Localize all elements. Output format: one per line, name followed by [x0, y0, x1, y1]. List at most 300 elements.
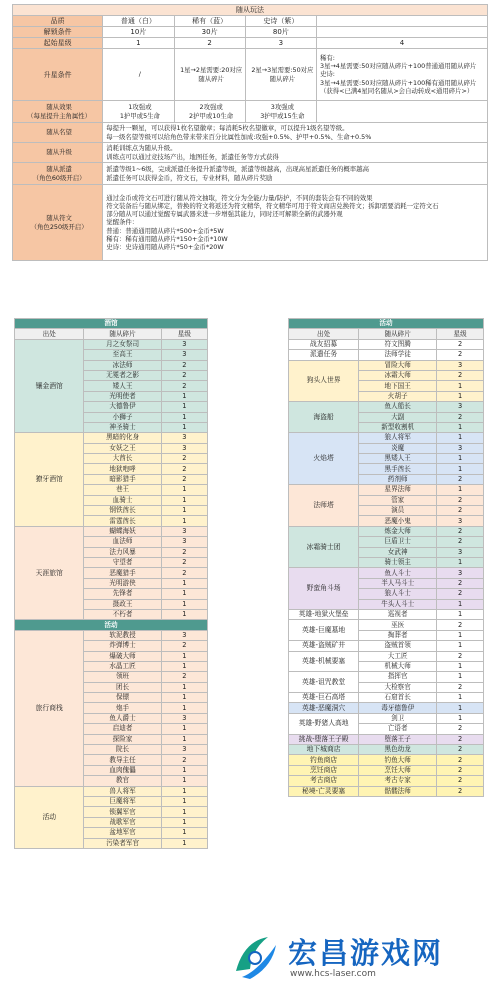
star-level: 2: [437, 776, 484, 786]
star-level: 2: [437, 412, 484, 422]
companion-name: 管家: [359, 495, 437, 505]
star-level: 1: [161, 807, 207, 817]
companion-name: 剑卫: [359, 713, 437, 723]
group-name: 镶金酒馆: [15, 339, 84, 433]
fame-label: 随从名望: [13, 123, 103, 143]
table-row: [289, 672, 484, 682]
level-text: 消耗训练点为随从升级。 训练点可以通过竞技场产出，地图任务，派遣任务等方式获得: [103, 143, 488, 163]
group-name: 钓鱼商店: [289, 755, 359, 765]
star-level: 2: [161, 672, 207, 682]
table-row: [289, 745, 484, 755]
table-row: [289, 651, 484, 661]
star-level: 3: [437, 443, 484, 453]
star-level: 1: [161, 589, 207, 599]
header-cell: 品质: [13, 16, 103, 27]
group-name: 地下城商店: [289, 745, 359, 755]
companion-name: 黑色幼龙: [359, 745, 437, 755]
effect-cell: 3攻强或 3护甲或15生命: [245, 101, 316, 123]
companion-name: 大副: [359, 412, 437, 422]
table-row: [15, 329, 208, 339]
star-level: 1: [161, 495, 207, 505]
companion-name: 冒险大师: [359, 360, 437, 370]
companion-name: 星界法师: [359, 485, 437, 495]
table-row: [289, 485, 484, 495]
tavern-table: [14, 318, 208, 849]
companion-name: 不朽者: [84, 609, 161, 619]
star-level: 1: [437, 713, 484, 723]
companion-name: 水晶工匠: [84, 661, 161, 671]
table-row: [289, 360, 484, 370]
group-name: 英雄-诅咒教堂: [289, 672, 359, 693]
star-level: 3: [161, 433, 207, 443]
upgrade-cell: /: [103, 49, 174, 101]
group-name: 英雄-野猪人高地: [289, 713, 359, 734]
companion-name: 鱼人爵士: [84, 713, 161, 723]
star-level: 2: [161, 360, 207, 370]
rune-text: 通过金币或符文石可进行随从符文抽取，符文分为全能/力量/防护，不同的套装会有不同的效果 符文装备后与随从绑定，替换的符文将返还为符文精华，符文精华可用于符文商店兑换符文；拆卸需要消耗一定符文石 部分随从可以通过觉醒专属武器来进一步增强其能力，同时还可解锁全新的武器外观 觉醒条件： 普通：普通通用随从碎片*500+金币*5W 稀有：稀有通用随从碎片*150+金币*10W 史诗：史诗通用随从碎片*50+金币*20W: [103, 185, 488, 261]
companion-name: 领班: [84, 672, 161, 682]
star-level: 1: [161, 506, 207, 516]
companion-name: 冰法师: [84, 360, 161, 370]
table-row: [289, 609, 484, 619]
companion-name: 至高王: [84, 350, 161, 360]
star-level: 1: [437, 381, 484, 391]
star-level: 1: [161, 682, 207, 692]
table-row: [289, 755, 484, 765]
group-name: 考古商店: [289, 776, 359, 786]
companion-name: 先锋者: [84, 589, 161, 599]
companion-name: 黑暗的化身: [84, 433, 161, 443]
fame-text: 每提升一颗星，可以获得1枚名望徽章；每消耗5枚名望徽章，可以提升1级名望等级。 每一级名望等级可以给角色带来带来百分比属性加成:攻强+0.5%、护甲+0.5%、生命+0.5%: [103, 123, 488, 143]
column-header: 出处: [15, 329, 84, 339]
companion-name: 兽人将军: [84, 786, 161, 796]
group-name: 海盗船: [289, 402, 359, 433]
star-level: 1: [161, 734, 207, 744]
companion-name: 法力风暴: [84, 547, 161, 557]
companion-name: 锁翼军官: [84, 807, 161, 817]
effect-cell: 2攻强或 2护甲或10生命: [174, 101, 245, 123]
companion-name: 火胡子: [359, 391, 437, 401]
star-level: 1: [437, 703, 484, 713]
star-level: 1: [161, 765, 207, 775]
activity-table: [288, 318, 484, 797]
column-header: 星级: [437, 329, 484, 339]
companion-name: 探险家: [84, 734, 161, 744]
companion-name: 黑矮人王: [359, 454, 437, 464]
companion-name: 烹饪大师: [359, 765, 437, 775]
table-row: [15, 319, 208, 329]
companion-name: 药剂师: [359, 474, 437, 484]
star-level: 1: [161, 485, 207, 495]
companion-name: 冰霜大师: [359, 370, 437, 380]
group-name: 英雄-机械要塞: [289, 651, 359, 672]
star-level: 2: [437, 526, 484, 536]
companion-name: 月之女祭司: [84, 339, 161, 349]
unlock-cell: 80片: [245, 27, 316, 38]
column-header: 出处: [289, 329, 359, 339]
star-level: 2: [161, 370, 207, 380]
companion-name: 光明使者: [84, 391, 161, 401]
star-level: 1: [437, 464, 484, 474]
companion-name: 新型收割机: [359, 422, 437, 432]
companion-name: 软泥教授: [84, 630, 161, 640]
star-level: 1: [437, 557, 484, 567]
star-level: 1: [437, 693, 484, 703]
star-level: 2: [437, 682, 484, 692]
unlock-cell: 30片: [174, 27, 245, 38]
star-level: 1: [161, 786, 207, 796]
companion-name: 法师学徒: [359, 350, 437, 360]
companion-name: 半人马斗士: [359, 578, 437, 588]
companion-name: 巷王: [84, 485, 161, 495]
table-row: [289, 568, 484, 578]
group-name: 英雄-巨石高塔: [289, 693, 359, 703]
star-level: 3: [161, 630, 207, 640]
group-name: 挑战-堕落王子殿: [289, 734, 359, 744]
star-level: 3: [437, 547, 484, 557]
effect-label: 随从效果 （每星提升主角属性）: [13, 101, 103, 123]
star-level: 1: [437, 485, 484, 495]
star-level: 1: [161, 724, 207, 734]
companion-name: 巨盾卫士: [359, 537, 437, 547]
star-level: 2: [161, 568, 207, 578]
effect-cell: 1攻强或 1护甲或5生命: [103, 101, 174, 123]
companion-name: 黑手酋长: [359, 464, 437, 474]
brand-logo-icon: [228, 931, 282, 985]
group-name: 英雄-恶魔洞穴: [289, 703, 359, 713]
star-level: 2: [437, 724, 484, 734]
star-level: 2: [437, 786, 484, 796]
companion-name: 无冕者之影: [84, 370, 161, 380]
column-header: 随从碎片: [84, 329, 161, 339]
table-row: [13, 27, 488, 38]
companion-name: 巨魔将军: [84, 796, 161, 806]
companion-name: 爆破大师: [84, 651, 161, 661]
star-level: 1: [161, 402, 207, 412]
companion-name: 光明游侠: [84, 578, 161, 588]
companion-name: 教导主任: [84, 755, 161, 765]
star-level: 1: [161, 661, 207, 671]
star-level: 1: [161, 578, 207, 588]
companion-name: 恶魔小鬼: [359, 516, 437, 526]
companion-name: 污染者军官: [84, 838, 161, 848]
group-name: 英雄-地狱火堡垒: [289, 609, 359, 619]
star-level: 1: [161, 817, 207, 827]
group-name: 天涯旅馆: [15, 526, 84, 620]
companion-name: 牛头人斗士: [359, 599, 437, 609]
star-level: 1: [161, 703, 207, 713]
table-row: [13, 123, 488, 143]
star-level: 1: [437, 422, 484, 432]
companion-name: 鱼人斗士: [359, 568, 437, 578]
table-row: [13, 143, 488, 163]
companion-name: 团长: [84, 682, 161, 692]
companion-name: 战歌军官: [84, 817, 161, 827]
table-row: [289, 433, 484, 443]
table-row: [15, 630, 208, 640]
rune-label: 随从符文 （角色250级开启）: [13, 185, 103, 261]
table-row: [15, 620, 208, 630]
companion-name: 保镖: [84, 693, 161, 703]
brand-url: www.hcs-laser.com: [290, 969, 376, 979]
table-row: [289, 776, 484, 786]
companion-name: 狼人将军: [359, 433, 437, 443]
companion-name: 大酋长: [84, 454, 161, 464]
section-title: 活动: [289, 319, 484, 329]
star-level: 1: [161, 838, 207, 848]
star-level: 2: [437, 745, 484, 755]
companion-name: 大检察官: [359, 682, 437, 692]
table-row: [13, 16, 488, 27]
star-level: 2: [437, 370, 484, 380]
star-level: 3: [437, 402, 484, 412]
companion-name: 神圣骑士: [84, 422, 161, 432]
star-level: 1: [161, 693, 207, 703]
companion-name: 鱼人船长: [359, 402, 437, 412]
table-row: [289, 350, 484, 360]
star-level: 1: [437, 609, 484, 619]
start-label: 起始星级: [13, 38, 103, 49]
group-name: 旅行商栈: [15, 630, 84, 786]
table-row: [15, 433, 208, 443]
companion-name: 毒牙德鲁伊: [359, 703, 437, 713]
brand-name: 宏昌游戏网: [288, 936, 444, 970]
group-name: 秘境-亡灵要塞: [289, 786, 359, 796]
star-level: 2: [437, 734, 484, 744]
dispatch-label: 随从派遣 （角色60级开启）: [13, 163, 103, 185]
table-row: [289, 620, 484, 630]
star-level: 2: [437, 339, 484, 349]
companion-name: 炸弹博士: [84, 641, 161, 651]
star-level: 2: [161, 381, 207, 391]
companion-name: 血法师: [84, 537, 161, 547]
companion-name: 石窟首长: [359, 693, 437, 703]
star-level: 2: [161, 454, 207, 464]
companion-name: 钓鱼大师: [359, 755, 437, 765]
companion-name: 钢铁酋长: [84, 506, 161, 516]
group-name: 派遣任务: [289, 350, 359, 360]
table-row: [289, 526, 484, 536]
star-level: 2: [437, 589, 484, 599]
start-cell: 2: [174, 38, 245, 49]
companion-table: [12, 4, 488, 261]
star-level: 1: [161, 796, 207, 806]
companion-name: 盗贼首领: [359, 641, 437, 651]
companion-name: 矮人王: [84, 381, 161, 391]
star-level: 2: [161, 557, 207, 567]
start-cell: 1: [103, 38, 174, 49]
upgrade-cell: 2星→3星需要:50对应随从碎片: [245, 49, 316, 101]
star-level: 3: [161, 713, 207, 723]
companion-name: 院长: [84, 745, 161, 755]
companion-name: 骑士领主: [359, 557, 437, 567]
star-level: 2: [437, 651, 484, 661]
companion-name: 蝴蝶海妖: [84, 526, 161, 536]
group-name: 活动: [15, 786, 84, 848]
companion-name: 炎魔: [359, 443, 437, 453]
star-level: 1: [161, 776, 207, 786]
upgrade-cell: 1星→2星需要:20对应随从碎片: [174, 49, 245, 101]
star-level: 2: [437, 755, 484, 765]
group-name: 英雄-盗贼矿井: [289, 641, 359, 651]
star-level: 1: [437, 391, 484, 401]
table-row: [13, 38, 488, 49]
star-level: 3: [161, 537, 207, 547]
table-row: [289, 693, 484, 703]
star-level: 3: [161, 350, 207, 360]
header-cell: [317, 16, 488, 27]
level-label: 随从升级: [13, 143, 103, 163]
table-row: [289, 713, 484, 723]
companion-name: 炼金大师: [359, 526, 437, 536]
star-level: 3: [437, 516, 484, 526]
companion-name: 小狮子: [84, 412, 161, 422]
table-row: [289, 734, 484, 744]
companion-name: 女妖之王: [84, 443, 161, 453]
star-level: 1: [437, 641, 484, 651]
companion-name: 血骑士: [84, 495, 161, 505]
star-level: 1: [161, 516, 207, 526]
star-level: 2: [437, 620, 484, 630]
companion-name: 巫医: [359, 620, 437, 630]
table-row: [13, 163, 488, 185]
companion-name: 考古专家: [359, 776, 437, 786]
companion-name: 暗影猎手: [84, 474, 161, 484]
dispatch-text: 派遣等级1~6级，完成派遣任务提升派遣等级，派遣等级越高，出现高星派遣任务的概率越高 派遣任务可以获得金币，符文石，专业材料，随从碎片奖励: [103, 163, 488, 185]
star-level: 1: [161, 391, 207, 401]
table-row: [15, 526, 208, 536]
group-name: 英雄-巨魔墓地: [289, 620, 359, 641]
companion-name: 骷髅法师: [359, 786, 437, 796]
group-name: 冰霜骑士团: [289, 526, 359, 568]
upgrade-cell: 稀有: 3星→4星需要:50对应随从碎片+100普通通用随从碎片 史诗: 3星→4星需要:50对应随从碎片+100稀有通用随从碎片 （获得<已满4星同名随从>会自动转成<通用碎片>）: [317, 49, 488, 101]
star-level: 1: [161, 412, 207, 422]
star-level: 3: [437, 360, 484, 370]
star-level: 2: [161, 464, 207, 474]
companion-name: 巡视者: [359, 609, 437, 619]
star-level: 2: [437, 506, 484, 516]
table-row: [289, 786, 484, 796]
star-level: 1: [437, 454, 484, 464]
upgrade-label: 升星条件: [13, 49, 103, 101]
table-row: [13, 101, 488, 123]
companion-name: 演员: [359, 506, 437, 516]
companion-name: 雷霆酋长: [84, 516, 161, 526]
group-name: 狗头人世界: [289, 360, 359, 402]
section-title: 活动: [15, 620, 208, 630]
star-level: 2: [437, 474, 484, 484]
companion-name: 狼人斗士: [359, 589, 437, 599]
group-name: 法师塔: [289, 485, 359, 527]
star-level: 2: [437, 578, 484, 588]
star-level: 1: [161, 828, 207, 838]
table-row: [13, 49, 488, 101]
table-row: [13, 185, 488, 261]
star-level: 2: [437, 765, 484, 775]
group-name: 野蛮角斗场: [289, 568, 359, 610]
star-level: 3: [161, 526, 207, 536]
star-level: 1: [161, 599, 207, 609]
table-row: [15, 339, 208, 349]
star-level: 1: [161, 651, 207, 661]
companion-name: 大德鲁伊: [84, 402, 161, 412]
companion-name: 机械大师: [359, 661, 437, 671]
companion-name: 亡语者: [359, 724, 437, 734]
star-level: 1: [437, 661, 484, 671]
companion-name: 守望者: [84, 557, 161, 567]
star-level: 3: [161, 339, 207, 349]
companion-name: 堕落王子: [359, 734, 437, 744]
header-cell: 稀有（蓝）: [174, 16, 245, 27]
star-level: 3: [161, 745, 207, 755]
star-level: 1: [161, 609, 207, 619]
star-level: 2: [161, 547, 207, 557]
companion-name: 恶魔猎手: [84, 568, 161, 578]
star-level: 1: [437, 433, 484, 443]
watermark: [228, 928, 488, 988]
table-row: [289, 765, 484, 775]
companion-name: 地下国王: [359, 381, 437, 391]
unlock-cell: [317, 27, 488, 38]
companion-name: 符文图腾: [359, 339, 437, 349]
table-row: [289, 319, 484, 329]
companion-name: 血肉傀儡: [84, 765, 161, 775]
companion-name: 地狱咆哮: [84, 464, 161, 474]
table-row: [15, 786, 208, 796]
companion-name: 指挥官: [359, 672, 437, 682]
companion-name: 炮手: [84, 703, 161, 713]
star-level: 2: [437, 495, 484, 505]
unlock-cell: 10片: [103, 27, 174, 38]
star-level: 1: [437, 672, 484, 682]
group-name: 战友招募: [289, 339, 359, 349]
section-title: 酒馆: [15, 319, 208, 329]
companion-name: 启迪者: [84, 724, 161, 734]
start-cell: 3: [245, 38, 316, 49]
table-row: [289, 402, 484, 412]
star-level: 1: [161, 422, 207, 432]
star-level: 2: [161, 641, 207, 651]
companion-name: 女武神: [359, 547, 437, 557]
start-cell: 4: [317, 38, 488, 49]
companion-name: 教官: [84, 776, 161, 786]
table-row: [289, 329, 484, 339]
star-level: 1: [437, 599, 484, 609]
star-level: 2: [161, 755, 207, 765]
star-level: 3: [437, 568, 484, 578]
group-name: 火焰塔: [289, 433, 359, 485]
group-name: 烹饪商店: [289, 765, 359, 775]
star-level: 3: [161, 443, 207, 453]
effect-cell: [317, 101, 488, 123]
companion-name: 大工匠: [359, 651, 437, 661]
companion-title: 随从玩法: [13, 5, 488, 16]
companion-name: 摄政王: [84, 599, 161, 609]
group-name: 獠牙酒馆: [15, 433, 84, 527]
column-header: 随从碎片: [359, 329, 437, 339]
table-row: [289, 339, 484, 349]
table-row: [289, 703, 484, 713]
star-level: 1: [437, 630, 484, 640]
unlock-label: 解锁条件: [13, 27, 103, 38]
companion-name: 掏葬者: [359, 630, 437, 640]
star-level: 2: [437, 537, 484, 547]
companion-name: 盆地军官: [84, 828, 161, 838]
column-header: 星级: [161, 329, 207, 339]
star-level: 2: [161, 474, 207, 484]
header-cell: 普通（白）: [103, 16, 174, 27]
table-row: [13, 5, 488, 16]
